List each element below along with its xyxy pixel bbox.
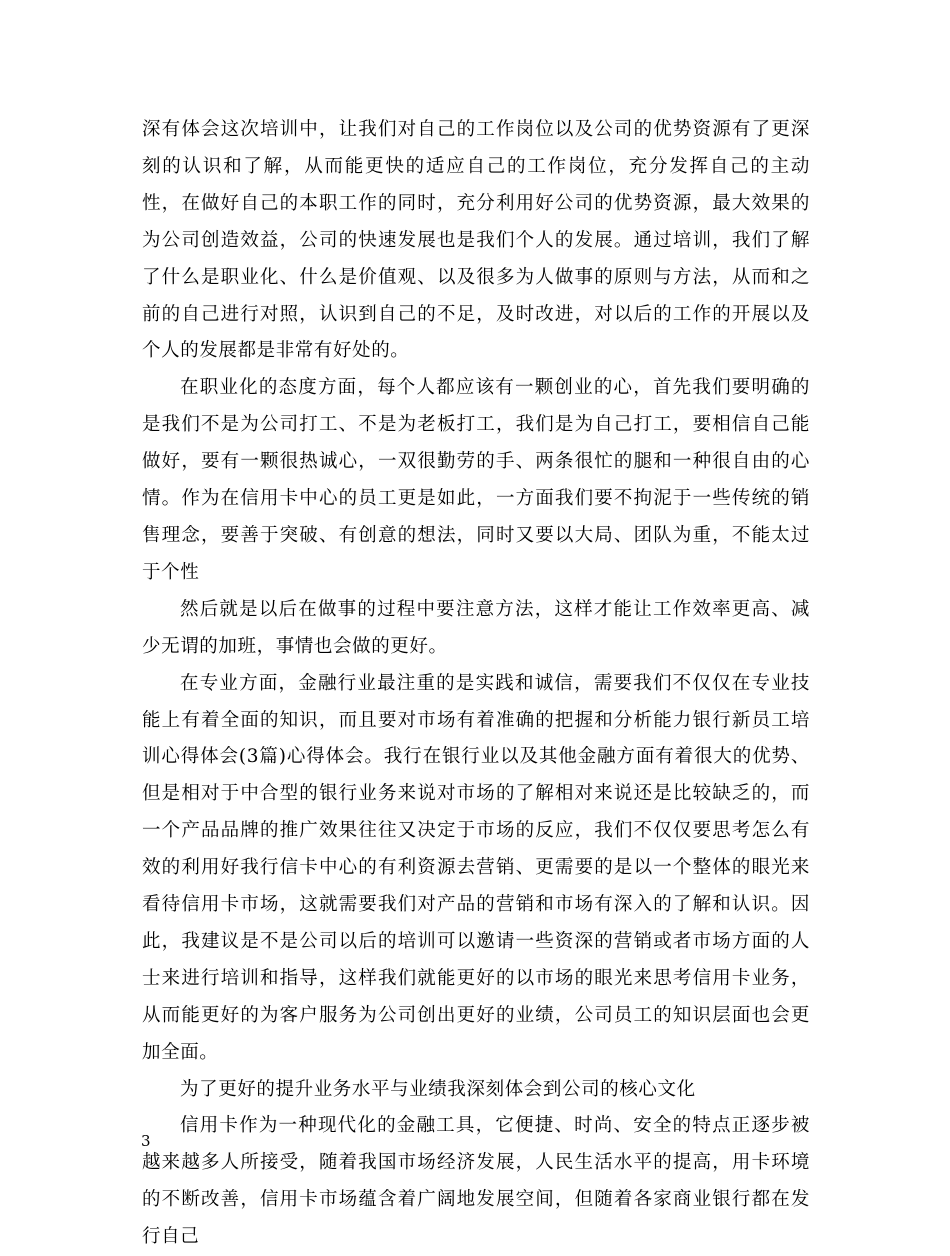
paragraph-1: 深有体会这次培训中，让我们对自己的工作岗位以及公司的优势资源有了更深刻的认识和了解，从而能更快的适应自己的工作岗位，充分发挥自己的主动性，在做好自己的本职工作的同时，充分利用好公司的优势资源，最大效果的为公司创造效益，公司的快速发展也是我们个人的发展。通过培训，我们了解了什么是职业化、什么是价值观、以及很多为人做事的原则与方法，从而和之前的自己进行对照，认识到自己的不足，及时改进，对以后的工作的开展以及个人的发展都是非常有好处的。	[142, 119, 810, 362]
page-number: 3	[141, 1132, 151, 1150]
document-body	[142, 112, 810, 1256]
paragraph-6: 信用卡作为一种现代化的金融工具，它便捷、时尚、安全的特点正逐步被越来越多人所接受，随着我国市场经济发展，人民生活水平的提高，用卡环境的不断改善，信用卡市场蕴含着广阔地发展空间，但随着各家商业银行都在发行自己	[142, 1115, 810, 1248]
paragraph-4: 在专业方面，金融行业最注重的是实践和诚信，需要我们不仅仅在专业技能上有着全面的知识，而且要对市场有着准确的把握和分析能力银行新员工培训心得体会(3篇)心得体会。我行在银行业以及其他金融方面有着很大的优势、但是相对于中合型的银行业务来说对市场的了解相对来说还是比较缺乏的，而一个产品品牌的推广效果往往又决定于市场的反应，我们不仅仅要思考怎么有效的利用好我行信卡中心的有利资源去营销、更需要的是以一个整体的眼光来看待信用卡市场，这就需要我们对产品的营销和市场有深入的了解和认识。因此，我建议是不是公司以后的培训可以邀请一些资深的营销或者市场方面的人士来进行培训和指导，这样我们就能更好的以市场的眼光来思考信用卡业务，从而能更好的为客户服务为公司创出更好的业绩，公司员工的知识层面也会更加全面。	[142, 672, 810, 1063]
paragraph-5: 为了更好的提升业务水平与业绩我深刻体会到公司的核心文化	[180, 1078, 696, 1100]
paragraph-3: 然后就是以后在做事的过程中要注意方法，这样才能让工作效率更高、减少无谓的加班，事情也会做的更好。	[142, 598, 810, 657]
paragraph-2: 在职业化的态度方面，每个人都应该有一颗创业的心，首先我们要明确的是我们不是为公司打工、不是为老板打工，我们是为自己打工，要相信自己能做好，要有一颗很热诚心，一双很勤劳的手、两条很忙的腿和一种很自由的心情。作为在信用卡中心的员工更是如此，一方面我们要不拘泥于一些传统的销售理念，要善于突破、有创意的想法，同时又要以大局、团队为重，不能太过于个性	[142, 377, 810, 583]
